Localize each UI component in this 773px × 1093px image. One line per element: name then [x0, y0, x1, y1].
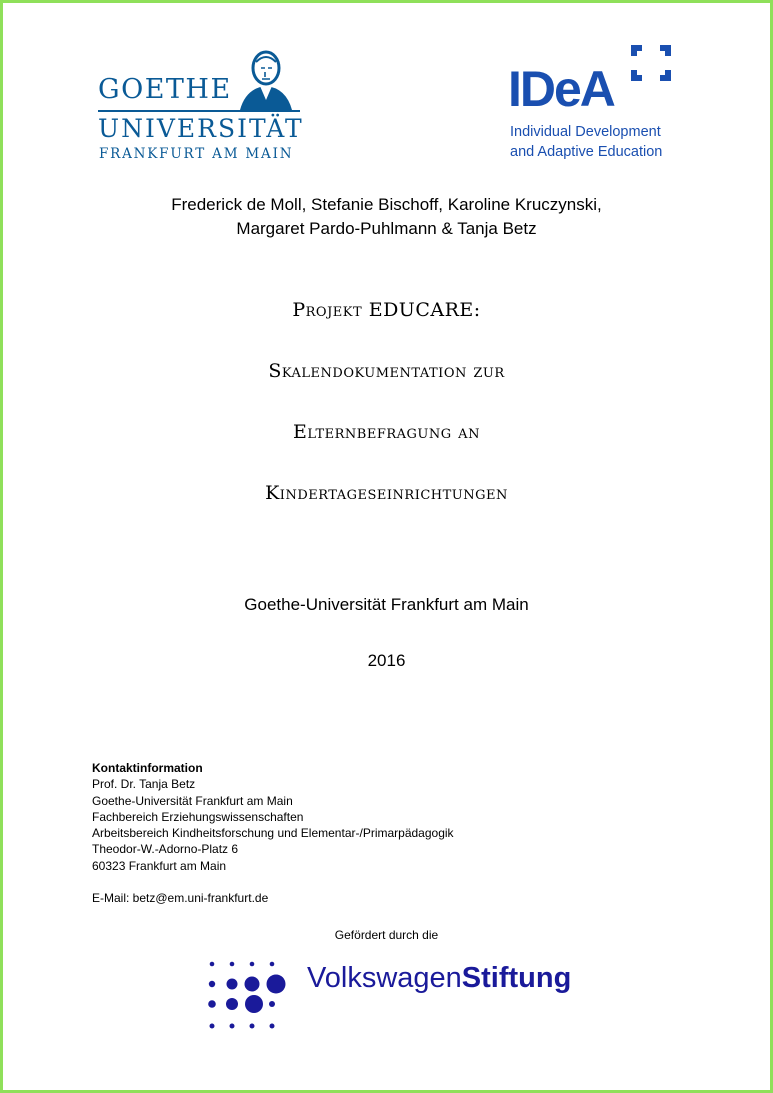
idea-wordmark: IDeA [508, 61, 614, 114]
goethe-university-logo [96, 48, 306, 163]
publication-year: 2016 [367, 651, 406, 670]
authors-line2: Margaret Pardo-Puhlmann & Tanja Betz [236, 219, 537, 238]
contact-heading: Kontaktinformation [92, 761, 203, 775]
contact-line: 60323 Frankfurt am Main [92, 858, 227, 873]
contact-spacer [92, 874, 454, 890]
idea-logo [508, 44, 708, 169]
goethe-portrait-icon [232, 48, 300, 110]
goethe-logo-rule [98, 110, 300, 112]
vw-text-regular: Volkswagen [307, 962, 462, 994]
goethe-logo-line3: FRANKFURT AM MAIN [99, 146, 294, 162]
funded-by-label: Gefördert durch die [334, 928, 439, 942]
goethe-logo-line1: GOETHE [98, 74, 232, 105]
authors-line1: Frederick de Moll, Stefanie Bischoff, Karoline Kruczynski, [171, 195, 602, 214]
title-line4: Kindertageseinrichtungen [265, 482, 508, 504]
institution: Goethe-Universität Frankfurt am Main [244, 595, 529, 614]
goethe-logo-line2: UNIVERSITÄT [98, 114, 304, 143]
contact-information [92, 760, 454, 906]
contact-email: E-Mail: betz@em.uni-frankfurt.de [92, 891, 269, 906]
volkswagen-stiftung-logo [307, 962, 571, 995]
volkswagen-dots-icon [200, 956, 290, 1036]
contact-line: Goethe-Universität Frankfurt am Main [92, 793, 293, 808]
title-line2: Skalendokumentation zur [268, 360, 505, 382]
contact-line: Prof. Dr. Tanja Betz [92, 777, 196, 792]
idea-logo-line2: and Adaptive Education [510, 144, 663, 160]
contact-line: Fachbereich Erziehungswissenschaften [92, 809, 304, 824]
title-line3: Elternbefragung an [293, 421, 480, 443]
vw-text-bold: Stiftung [461, 962, 572, 994]
title-line1: Projekt EDUCARE: [292, 299, 481, 321]
idea-logo-line1: Individual Development [510, 124, 661, 140]
idea-wordmark-icon [508, 44, 678, 114]
contact-line: Arbeitsbereich Kindheitsforschung und Elementar-/Primarpädagogik [92, 826, 454, 841]
contact-line: Theodor-W.-Adorno-Platz 6 [92, 842, 239, 857]
